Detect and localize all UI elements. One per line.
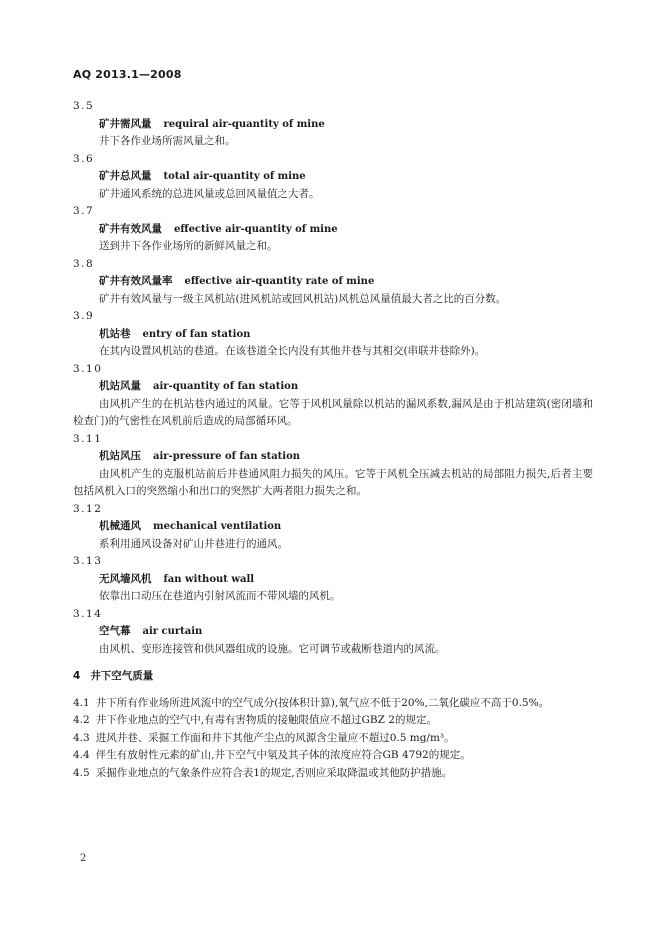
term-number: 3.10 [73, 362, 103, 375]
term-definition: 矿井通风系统的总进风量或总回风量值之大者。 [99, 187, 320, 200]
term-cn: 机站风压 [99, 450, 141, 462]
clause-number: 4.4 [73, 749, 90, 761]
term-en: entry of fan station [142, 328, 251, 340]
term-en: total air-quantity of mine [163, 171, 306, 182]
term-cn: 机站巷 [99, 327, 131, 340]
term-cn: 空气幕 [99, 625, 131, 637]
term-number: 3.14 [73, 607, 103, 620]
term-definition: 井下各作业场所需风量之和。 [99, 135, 236, 147]
clause-number: 4.3 [73, 731, 90, 744]
term-number: 3.13 [73, 555, 103, 567]
clause-number: 4.1 [73, 696, 90, 709]
clause-text: 伴生有放射性元素的矿山,井下空气中氡及其子体的浓度应符合GB 4792的规定。 [95, 749, 471, 761]
term-entry-3-10 [73, 361, 593, 431]
term-title [73, 221, 593, 239]
term-entry-3-13 [73, 553, 593, 606]
term-definition: 送到井下各作业场所的新鲜风量之和。 [99, 240, 278, 252]
term-en: effective air-quantity rate of mine [184, 276, 375, 287]
term-entry-3-7 [73, 203, 593, 256]
clause-4-4 [73, 747, 593, 765]
term-number: 3.7 [73, 205, 95, 217]
term-en: air-quantity of fan station [153, 381, 299, 392]
clause-text: 采掘作业地点的气象条件应符合表1的规定,否则应采取降温或其他防护措施。 [95, 766, 453, 779]
term-entry-3-14 [73, 606, 593, 659]
term-title [73, 518, 593, 536]
term-title [73, 448, 593, 466]
section-number: 4 [73, 670, 81, 682]
clause-4-5 [73, 765, 593, 783]
term-en: mechanical ventilation [153, 521, 282, 532]
term-number: 3.6 [73, 152, 95, 165]
term-number: 3.11 [73, 432, 103, 445]
term-en: fan without wall [163, 573, 255, 585]
section-title: 井下空气质量 [90, 670, 154, 682]
standard-code: AQ 2013.1—2008 [73, 68, 182, 81]
document-body [73, 98, 593, 782]
term-entry-3-5 [73, 98, 593, 151]
clause-4-3 [73, 730, 593, 748]
clause-number: 4.5 [73, 766, 90, 779]
term-definition: 矿井有效风量与一级主风机站(进风机站或回风机站)风机总风量值最大者之比的百分数。 [99, 292, 507, 305]
section-heading [73, 668, 593, 686]
term-definition: 在其内设置风机站的巷道。在该巷道全长内没有其他井巷与其相交(串联井巷除外)。 [99, 345, 486, 357]
term-en: air-pressure of fan station [153, 451, 301, 462]
term-title [73, 378, 593, 396]
term-number: 3.8 [73, 257, 95, 270]
clause-text: 井下所有作业场所进风流中的空气成分(按体积计算),氧气应不低于20%,二氧化碳应不高于0.5%。 [95, 696, 550, 709]
term-definition: 依靠出口动压在巷道内引射风流而不带风墙的风机。 [99, 590, 341, 602]
term-en: requiral air-quantity of mine [163, 118, 325, 130]
term-en: effective air-quantity of mine [174, 223, 338, 235]
term-title [73, 168, 593, 186]
term-definition: 由风机产生的在机站巷内通过的风量。它等于风机风量除以机站的漏风系数,漏风是由于机站建筑(密闭墙和检查门)的气密性在风机前后造成的局部循环风。 [73, 397, 593, 427]
clause-number: 4.2 [73, 714, 90, 726]
term-cn: 机站风量 [99, 380, 141, 392]
clause-4-2 [73, 712, 593, 730]
term-entry-3-12 [73, 501, 593, 554]
term-entry-3-11 [73, 431, 593, 501]
clause-text: 进风井巷、采掘工作面和井下其他产尘点的风源含尘量应不超过0.5 mg/m³。 [95, 731, 455, 744]
term-title [73, 623, 593, 641]
term-en: air curtain [142, 626, 203, 637]
term-cn: 无风墙风机 [99, 572, 152, 585]
term-cn: 矿井需风量 [99, 117, 152, 130]
term-number: 3.5 [73, 100, 95, 112]
term-entry-3-6 [73, 151, 593, 204]
term-title [73, 273, 593, 291]
term-title [73, 571, 593, 589]
term-definition: 由风机、变形连接管和供风器组成的设施。它可调节或截断巷道内的风流。 [99, 642, 446, 655]
term-cn: 矿井有效风量率 [99, 275, 173, 287]
term-number: 3.9 [73, 310, 95, 322]
term-definition: 由风机产生的克服机站前后井巷通风阻力损失的风压。它等于风机全压减去机站的局部阻力损失,后者主要包括风机入口的突然缩小和出口的突然扩大两者阻力损失之和。 [73, 467, 593, 497]
term-cn: 机械通风 [99, 520, 141, 532]
clause-4-1 [73, 695, 593, 713]
term-cn: 矿井总风量 [99, 170, 152, 182]
term-entry-3-8 [73, 256, 593, 309]
term-title [73, 116, 593, 134]
term-number: 3.12 [73, 502, 103, 515]
term-entry-3-9 [73, 308, 593, 361]
term-definition: 系利用通风设备对矿山井巷进行的通风。 [99, 537, 288, 550]
clause-text: 井下作业地点的空气中,有毒有害物质的接触限值应不超过GBZ 2的规定。 [95, 714, 437, 726]
term-title [73, 326, 593, 344]
term-cn: 矿井有效风量 [99, 222, 162, 235]
page-number: 2 [80, 853, 87, 864]
